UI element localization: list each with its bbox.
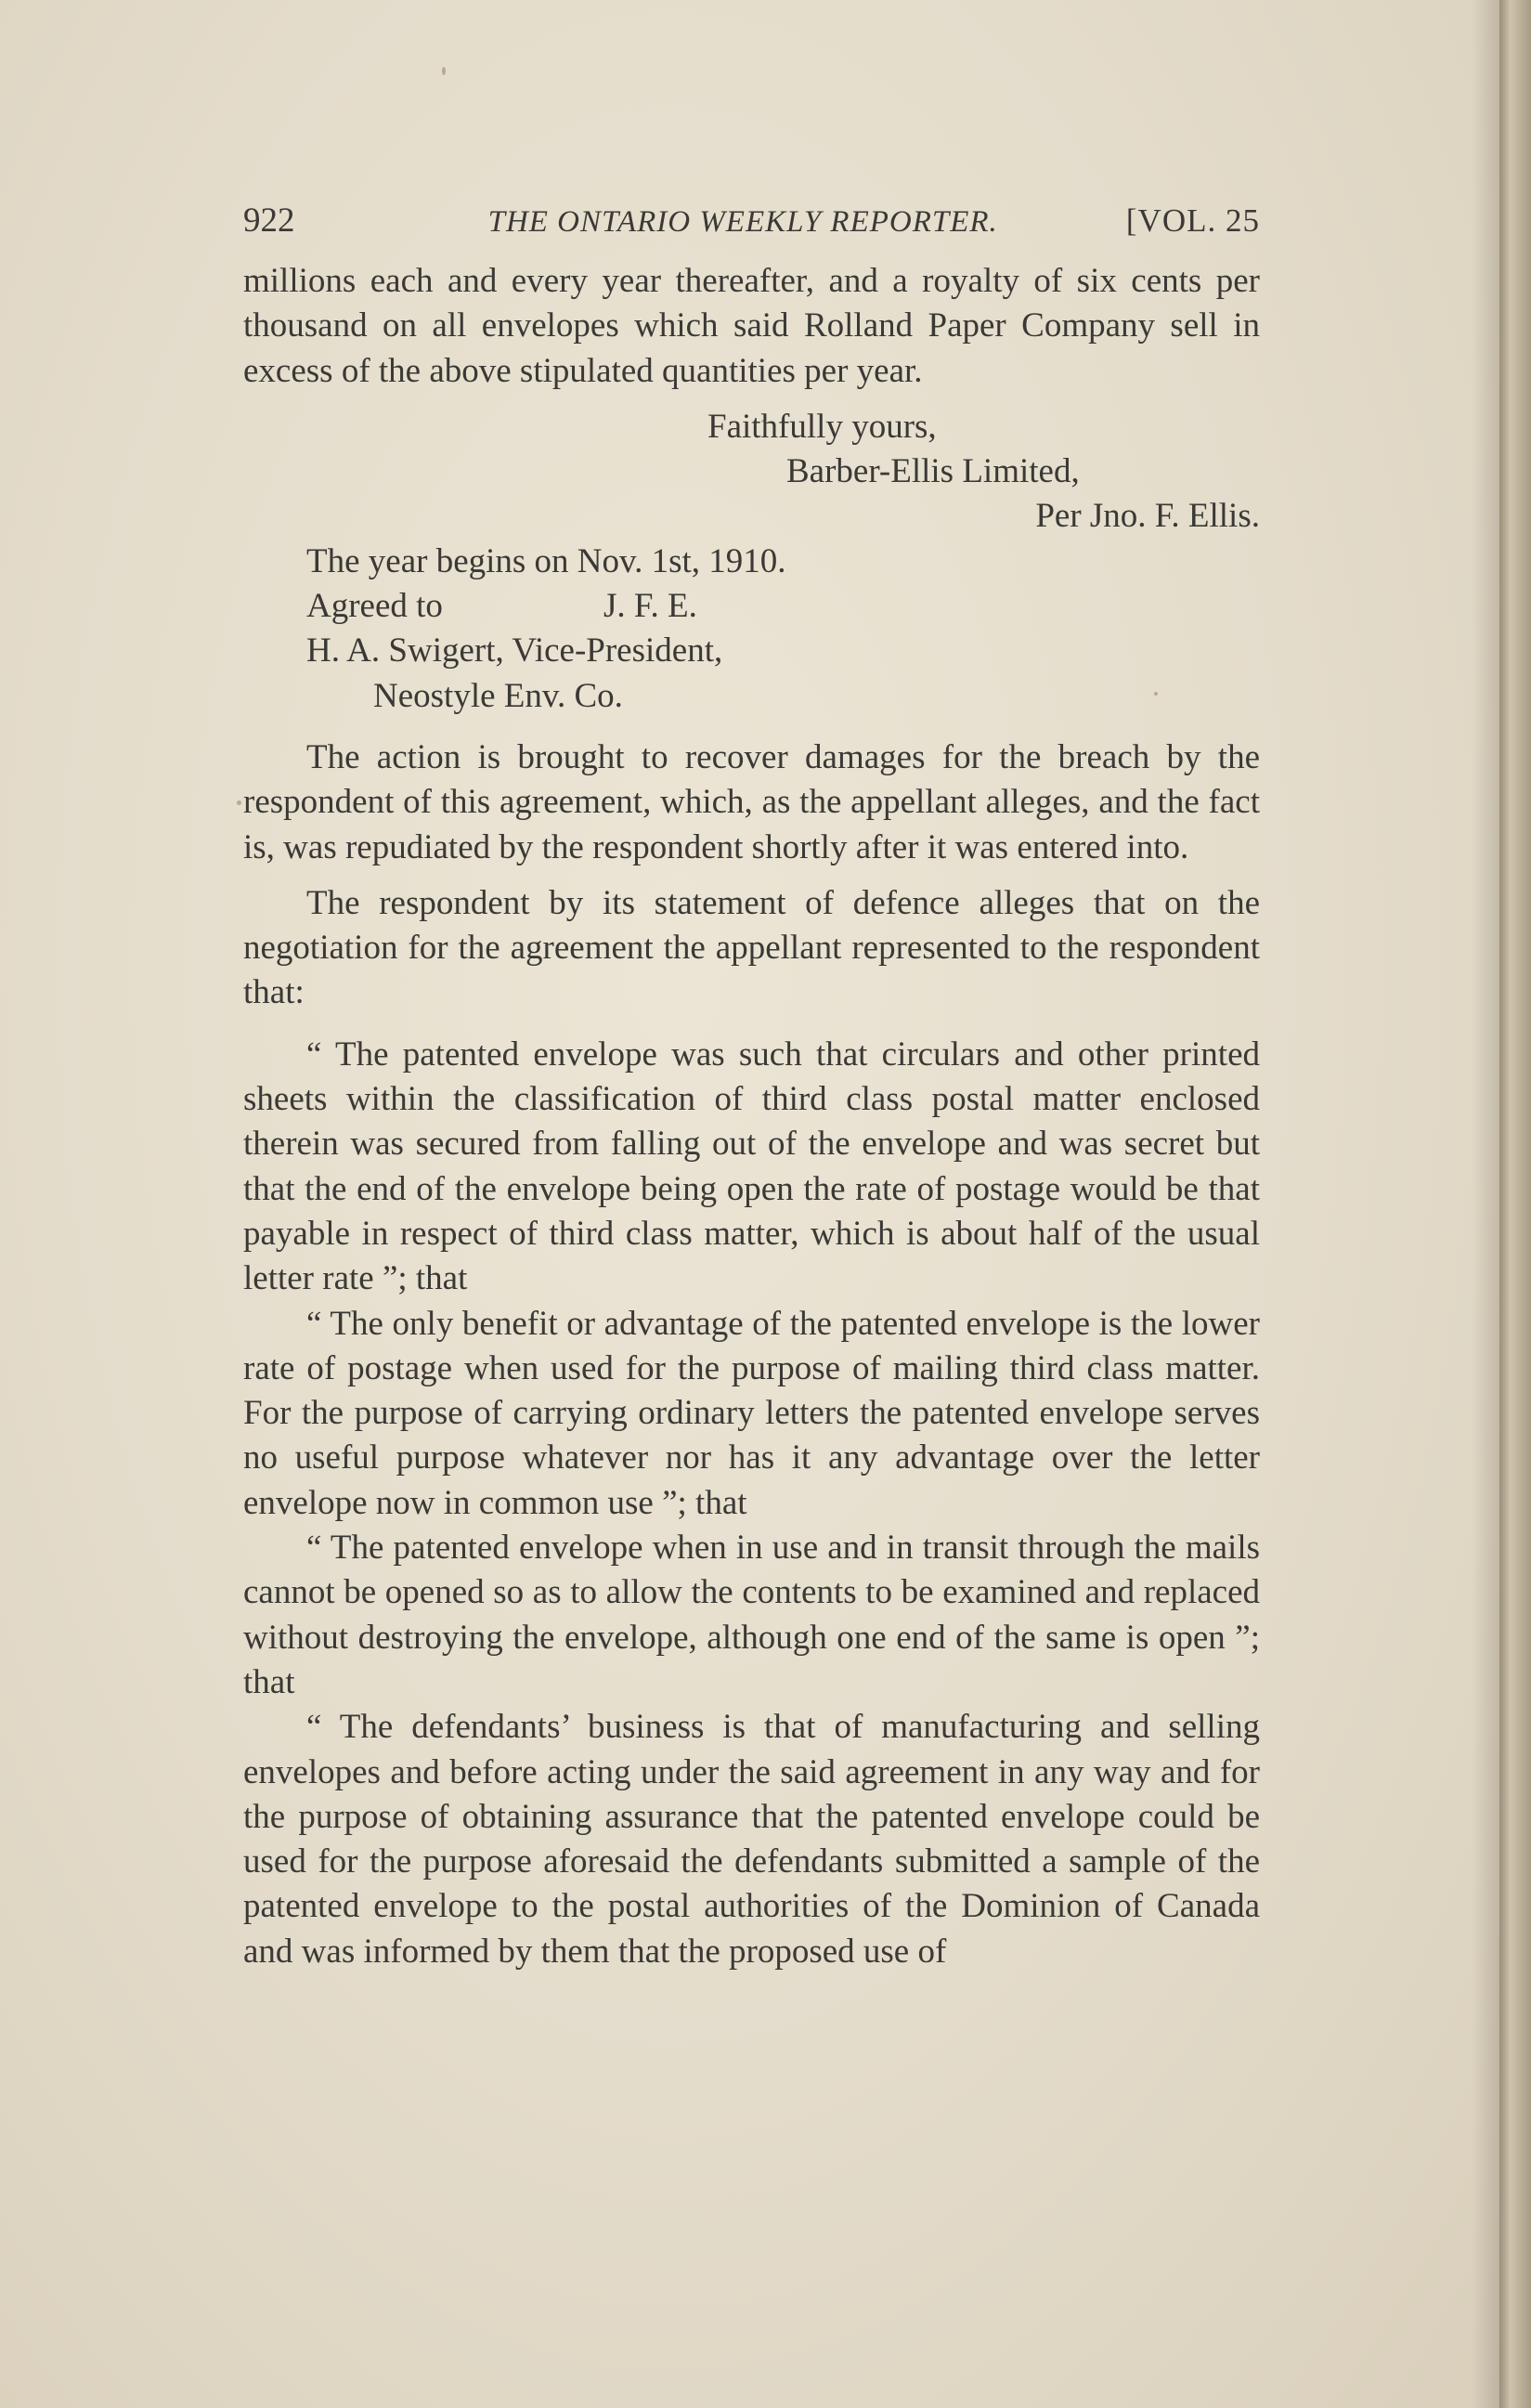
memo-agreed-label: Agreed to xyxy=(306,587,443,626)
signature-signer: Per Jno. F. Ellis. xyxy=(1035,497,1260,536)
signature-closing: Faithfully yours, xyxy=(707,407,937,446)
memo-officer: H. A. Swigert, Vice-President, xyxy=(306,631,723,670)
page-text xyxy=(243,199,1260,1974)
memo-agreed-row xyxy=(243,584,1260,629)
paper-speck xyxy=(442,67,446,75)
memo-company: Neostyle Env. Co. xyxy=(373,676,623,715)
memo-agreed-initials: J. F. E. xyxy=(603,587,697,626)
paper-speck xyxy=(237,800,241,805)
memo-year-line: The year begins on Nov. 1st, 1910. xyxy=(306,541,786,580)
page-gutter-shadow xyxy=(1472,0,1499,2408)
quoted-allegation: “ The patented envelope was such that circulars and other printed sheets within the classification of third class postal matter enclosed therein was secured from falling out of the envelope and was secret but that the end of the envelope being open the rate of postage would be that payable in respect of third class matter, which is about half of the usual letter rate ”; that xyxy=(243,1035,1260,1298)
quoted-allegation: “ The patented envelope when in use and in transit through the mails cannot be opened so as to allow the contents to be examined and replaced without destroying the envelope, although one end of the same is open ”; that xyxy=(243,1529,1260,1701)
body-paragraph: The action is brought to recover damages for the breach by the respondent of this agreement, which, as the appellant alleges, and the fact is, was repudiated by the respondent shortly after it was entered into. xyxy=(243,737,1260,866)
volume-label: [VOL. 25 xyxy=(1125,202,1260,239)
journal-title: THE ONTARIO WEEKLY REPORTER. xyxy=(487,205,998,239)
page-number: 922 xyxy=(243,202,295,240)
quoted-allegation: “ The only benefit or advantage of the patented envelope is the lower rate of postage when used for the purpose of mailing third class matter. For the purpose of carrying ordinary letters the patented envelope serves no useful purpose whatever nor has it any advantage over the letter envelope now in common use ”; that xyxy=(243,1304,1260,1522)
memo-block xyxy=(243,540,1260,719)
signature-company: Barber-Ellis Limited, xyxy=(786,452,1080,491)
body-paragraph: The respondent by its statement of defence alleges that on the negotiation for the agreement the appellant represented to the respondent that: xyxy=(243,883,1260,1012)
page-edge xyxy=(1499,0,1531,2408)
letter-continuation: millions each and every year thereafter, and a royalty of six cents per thousand on all envelopes which said Rolland Paper Company sell in excess of the above stipulated quantities per year. xyxy=(243,262,1260,390)
letter-signature xyxy=(243,405,1260,540)
quoted-allegation: “ The defendants’ business is that of manufacturing and selling envelopes and before acting under the said agreement in any way and for the purpose of obtaining assurance that the patented envelope could be used for the purpose aforesaid the defendants submitted a sample of the patented envelope to the postal authorities of the Dominion of Canada and was informed by them that the proposed use of xyxy=(243,1708,1260,1971)
running-header xyxy=(243,199,1260,254)
